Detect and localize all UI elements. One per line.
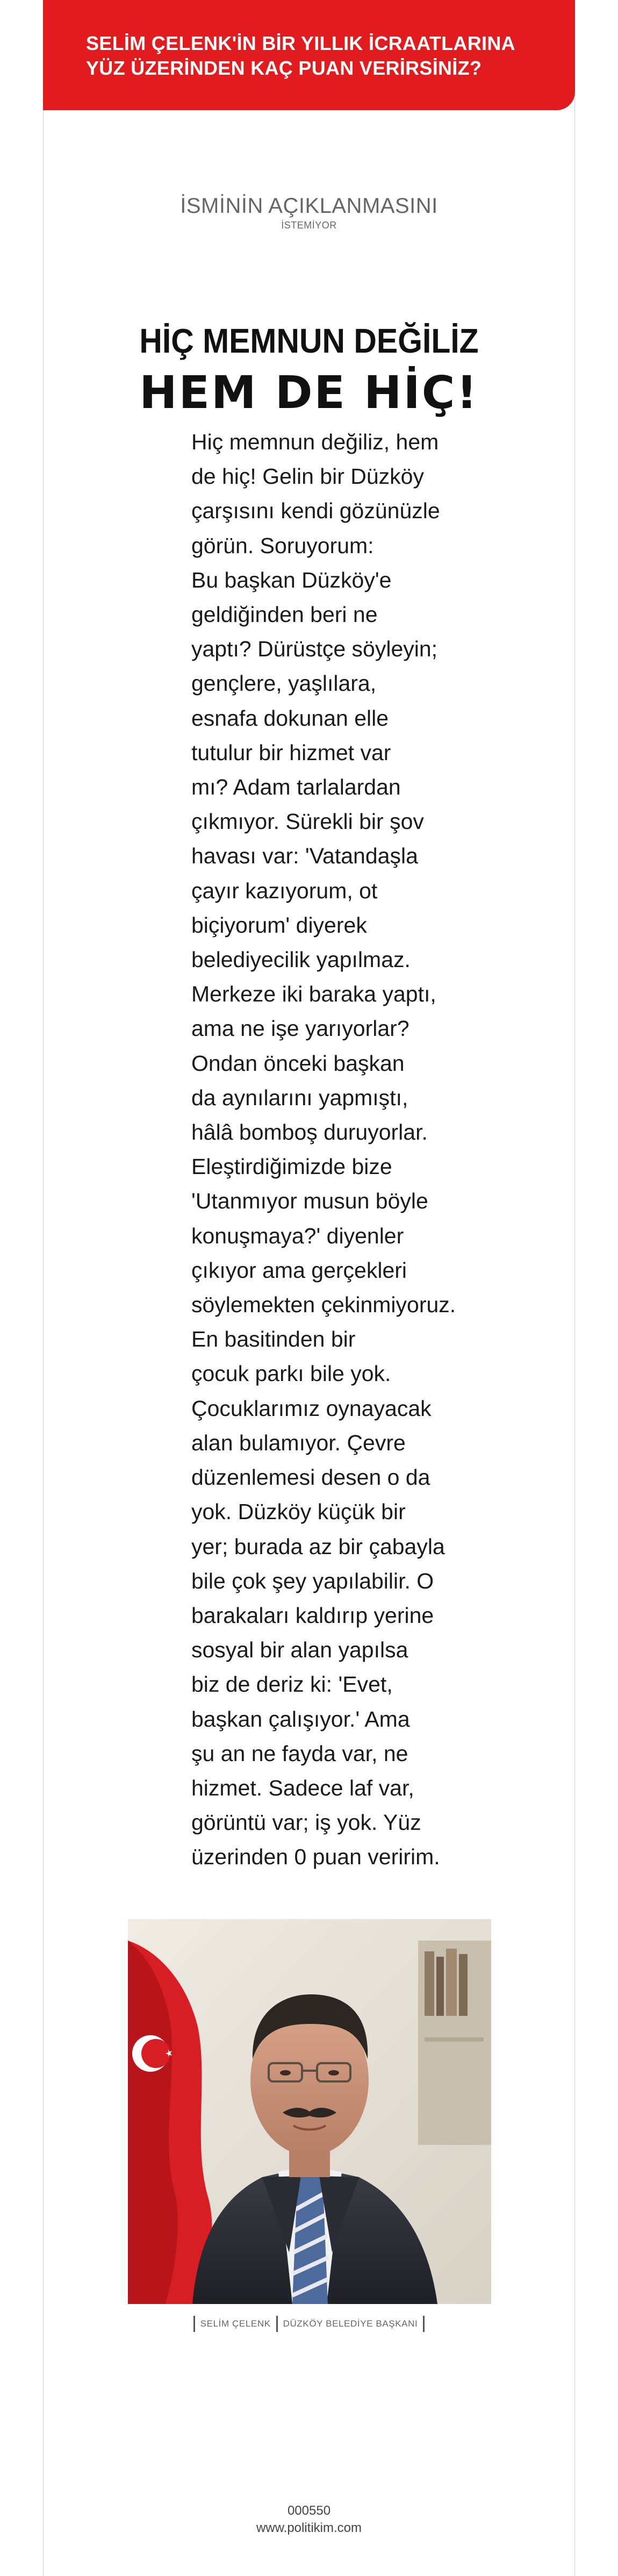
portrait-illustration — [128, 1919, 491, 2304]
footer-site-link[interactable]: www.politikim.com — [256, 2521, 362, 2535]
article-line: bile çok şey yapılabilir. O — [191, 1568, 434, 1593]
portrait-photo — [128, 1919, 491, 2304]
caption-divider — [276, 2316, 278, 2332]
headline-line-2: HEM DE HİÇ! — [139, 366, 479, 419]
article-line: görün. Soruyorum: — [191, 533, 374, 558]
page-footer — [0, 2502, 618, 2537]
article-line: alan bulamıyor. Çevre — [191, 1430, 406, 1455]
article-line: tutulur bir hizmet var — [191, 740, 391, 765]
article-line: biçiyorum' diyerek — [191, 912, 367, 938]
article-line: yer; burada az bir çabayla — [191, 1534, 445, 1559]
article-line: Ondan önceki başkan — [191, 1050, 405, 1076]
article-line: başkan çalışıyor.' Ama — [191, 1706, 410, 1731]
question-text — [86, 31, 548, 81]
article-line: biz de deriz ki: 'Evet, — [191, 1672, 393, 1697]
article-line: Merkeze iki baraka yaptı, — [191, 982, 436, 1007]
article-line: hâlâ bomboş duruyorlar. — [191, 1120, 428, 1145]
article-line: barakaları kaldırıp yerine — [191, 1602, 434, 1628]
article-line: konuşmaya?' diyenler — [191, 1223, 404, 1248]
article-line: Hiç memnun değiliz, hem — [191, 430, 439, 454]
question-line-2: YÜZ ÜZERİNDEN KAÇ PUAN VERİRSİNİZ? — [86, 57, 482, 79]
article-line: sosyal bir alan yapılsa — [191, 1637, 408, 1663]
article-line: ama ne işe yarıyorlar? — [191, 1016, 409, 1041]
article-line: söylemekten çekinmiyoruz. — [191, 1292, 456, 1318]
article-line: üzerinden 0 puan veririm. — [191, 1844, 440, 1870]
article-line: Eleştirdiğimizde bize — [191, 1154, 392, 1179]
article-line: hizmet. Sadece laf var, — [191, 1775, 414, 1800]
article-line: de hiç! Gelin bir Düzköy — [191, 464, 424, 489]
article-line: Çocuklarımız oynayacak — [191, 1396, 432, 1421]
article-line: Bu başkan Düzköy'e — [191, 567, 392, 592]
byline-name: İSMİNİN AÇIKLANMASINI — [180, 194, 438, 218]
article-line: En basitinden bir — [191, 1327, 356, 1352]
caption-divider — [193, 2316, 195, 2332]
byline-subtitle: İSTEMİYOR — [281, 220, 337, 231]
article-line: düzenlemesi desen o da — [191, 1465, 430, 1490]
article-line: çıkmıyor. Sürekli bir şov — [191, 809, 424, 834]
article-line: esnafa dokunan elle — [191, 705, 389, 731]
article-line: 'Utanmıyor musun böyle — [191, 1189, 428, 1214]
article-line: görüntü var; iş yok. Yüz — [191, 1810, 421, 1835]
footer-code: 000550 — [287, 2503, 331, 2518]
article-line: çarşısını kendi gözünüzle — [191, 498, 440, 524]
article-line: yaptı? Dürüstçe söyleyin; — [191, 636, 438, 662]
byline — [0, 194, 618, 231]
article-line: mı? Adam tarlalardan — [191, 775, 401, 800]
article-line: yok. Düzköy küçük bir — [191, 1499, 406, 1525]
article-line: da aynılarını yapmıştı, — [191, 1085, 408, 1110]
caption-name: SELİM ÇELENK — [200, 2319, 271, 2329]
caption-divider — [423, 2316, 425, 2332]
article-line: gençlere, yaşlılara, — [191, 671, 377, 696]
headline-line-1: HİÇ MEMNUN DEĞİLİZ — [139, 321, 479, 360]
article-line: çocuk parkı bile yok. — [191, 1361, 391, 1386]
article-line: geldiğinden beri ne — [191, 602, 378, 627]
photo-caption — [0, 2316, 618, 2332]
article-line: şu an ne fayda var, ne — [191, 1741, 408, 1766]
question-line-1: SELİM ÇELENK'İN BİR YILLIK İCRAATLARINA — [86, 32, 515, 54]
article-line: belediyecilik yapılmaz. — [191, 947, 411, 972]
article-body — [191, 425, 471, 1874]
question-banner — [43, 0, 575, 110]
caption-title: DÜZKÖY BELEDİYE BAŞKANI — [283, 2319, 418, 2329]
article-line: çayır kazıyorum, ot — [191, 878, 378, 903]
article-line: çıkıyor ama gerçekleri — [191, 1257, 407, 1283]
article-line: havası var: 'Vatandaşla — [191, 843, 418, 869]
